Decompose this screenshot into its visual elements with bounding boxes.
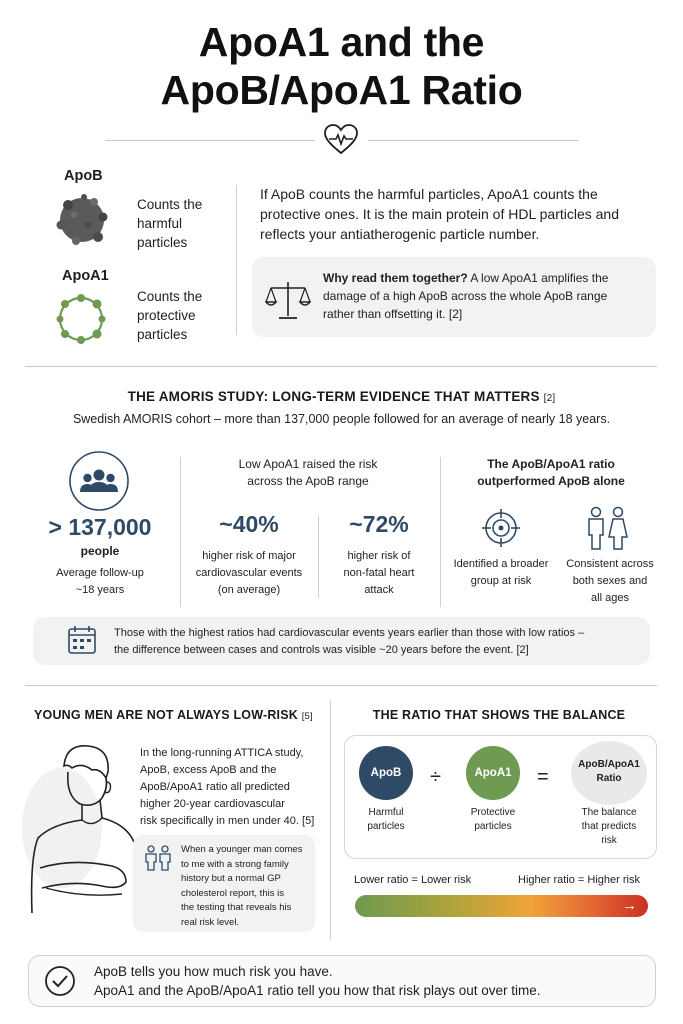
amoris-divider-2 bbox=[440, 457, 441, 607]
young-men-title: YOUNG MEN ARE NOT ALWAYS LOW-RISK [5] bbox=[34, 708, 313, 722]
apoa1-circle: ApoA1 bbox=[466, 746, 520, 800]
people-label: people bbox=[80, 544, 120, 558]
title-line-2: ApoB/ApoA1 Ratio bbox=[160, 67, 523, 113]
attica-text: In the long-running ATTICA study, ApoB, excess ApoB and the ApoB/ApoA1 ratio all predicted higher 20-year cardiovascular risk specifically in men under 40. [5] bbox=[140, 747, 315, 827]
apoa1-description: Counts the protective particles bbox=[137, 289, 203, 342]
calendar-icon bbox=[66, 624, 98, 656]
header-divider-right bbox=[368, 140, 578, 141]
apoa1-caption: Protective particles bbox=[470, 807, 516, 832]
check-circle-icon bbox=[44, 965, 76, 997]
amoris-subtitle: Swedish AMORIS cohort – more than 137,000 people followed for an average of nearly 18 years. bbox=[72, 412, 611, 426]
apob-particle-icon bbox=[54, 193, 110, 247]
header-divider-left bbox=[105, 140, 315, 141]
two-people-icon bbox=[143, 845, 173, 871]
intro-divider bbox=[236, 185, 237, 335]
stat-40-caption: higher risk of major cardiovascular events (on average) bbox=[195, 550, 303, 596]
apoa1-particle-icon bbox=[54, 292, 108, 346]
title-line-1: ApoA1 and the bbox=[198, 19, 485, 65]
together-callout-text: Why read them together? A low ApoA1 amplifies the damage of a high ApoB across the whole ApoB range rather than offsetting it. [2] bbox=[323, 271, 609, 321]
broader-caption: Identified a broader group at risk bbox=[453, 558, 549, 587]
consistent-caption: Consistent across both sexes and all ages bbox=[566, 558, 654, 604]
amoris-divider-1 bbox=[180, 457, 181, 607]
section-divider-2 bbox=[25, 685, 657, 686]
male-female-icon bbox=[584, 505, 630, 551]
risk-heading: Low ApoA1 raised the risk across the ApoB range bbox=[238, 457, 378, 488]
stat-72: ~72% bbox=[349, 511, 409, 537]
apob-caption: Harmful particles bbox=[367, 807, 405, 832]
apob-circle: ApoB bbox=[359, 746, 413, 800]
ratio-heading: The ApoB/ApoA1 ratio outperformed ApoB alone bbox=[477, 457, 625, 488]
apoa1-label: ApoA1 bbox=[62, 268, 109, 284]
stat-40: ~40% bbox=[219, 511, 279, 537]
heart-pulse-icon bbox=[323, 124, 359, 156]
lower-ratio-label: Lower ratio = Lower risk bbox=[354, 874, 472, 886]
amoris-title: THE AMORIS STUDY: LONG-TERM EVIDENCE THAT MATTERS [2] bbox=[127, 389, 556, 404]
arrow-right-icon: → bbox=[622, 897, 637, 914]
intro-paragraph: If ApoB counts the harmful particles, ApoA1 counts the protective ones. It is the main protein of HDL particles and reflects your antiatherogenic particle number. bbox=[260, 186, 619, 242]
ratio-balance-title: THE RATIO THAT SHOWS THE BALANCE bbox=[372, 708, 626, 722]
higher-ratio-label: Higher ratio = Higher risk bbox=[518, 874, 640, 886]
divide-sign: ÷ bbox=[430, 766, 441, 788]
page-title bbox=[0, 18, 683, 114]
young-man-illustration bbox=[22, 738, 142, 918]
balance-scale-icon bbox=[265, 278, 311, 322]
summary-text: ApoB tells you how much risk you have. ApoA1 and the ApoB/ApoA1 ratio tell you how that risk plays out over time. bbox=[94, 964, 541, 998]
followup-caption: Average follow-up ~18 years bbox=[56, 567, 144, 596]
earlier-events-text: Those with the highest ratios had cardiovascular events years earlier than those with low ratios – the difference between cases and controls was visible ~20 years before the event. [2] bbox=[114, 627, 585, 656]
people-group-icon bbox=[68, 450, 130, 512]
target-icon bbox=[481, 508, 521, 548]
ratio-circle: ApoB/ApoA1 Ratio bbox=[571, 741, 647, 805]
equals-sign: = bbox=[537, 766, 549, 788]
apob-description: Counts the harmful particles bbox=[137, 197, 203, 250]
section-divider-1 bbox=[25, 366, 657, 367]
ratio-caption: The balance that predicts risk bbox=[581, 807, 637, 846]
bottom-divider bbox=[330, 700, 331, 940]
risk-gradient-bar bbox=[355, 895, 648, 917]
apob-label: ApoB bbox=[64, 168, 103, 184]
people-stat: > 137,000 bbox=[48, 514, 152, 540]
stat-72-caption: higher risk of non-fatal heart attack bbox=[343, 550, 415, 596]
clinician-quote: When a younger man comes to me with a strong family history but a normal GP cholesterol report, this is the testing that reveals his real risk level. bbox=[181, 844, 303, 928]
stat-divider bbox=[318, 516, 319, 598]
